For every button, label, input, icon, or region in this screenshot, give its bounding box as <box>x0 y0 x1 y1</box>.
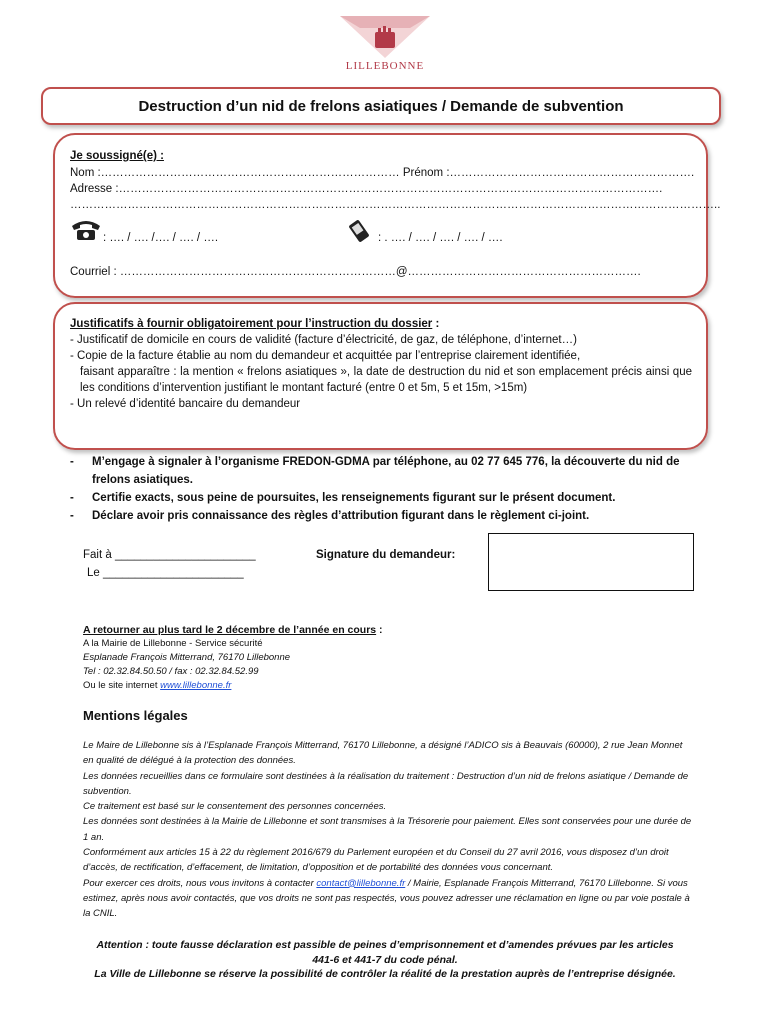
engagement-text: M’engage à signaler à l’organisme FREDON-GDMA par téléphone, au 02 77 645 776, la découverte du nid de frelons asiatiques. <box>92 456 680 486</box>
date-field[interactable]: Le ______________________ <box>87 567 244 579</box>
mentions-legales-text <box>83 738 693 922</box>
mentions-paragraph: Les données sont destinées à la Mairie de Lillebonne et sont transmises à la Trésorerie pour paiement. Elles sont conservées pour une durée de 1 an. <box>83 816 692 843</box>
engagement-text: Certifie exacts, sous peine de poursuites, les renseignements figurant sur le présent document. <box>92 492 616 504</box>
logo-wordmark: LILLEBONNE <box>345 60 425 72</box>
justificatif-item: - Un relevé d’identité bancaire du demandeur <box>70 398 301 410</box>
mentions-paragraph: Le Maire de Lillebonne sis à l’Esplanade François Mitterrand, 76170 Lillebonne, a désigné l’ADICO sis à Beauvais (60000), 2 rue Jean Monnet en qualité de délégué à la protection des données. <box>83 740 683 767</box>
website-link[interactable]: www.lillebonne.fr <box>160 680 232 691</box>
engagement-dash: - <box>70 510 74 522</box>
je-soussigne-label: Je soussigné(e) : <box>70 150 164 162</box>
signature-box[interactable] <box>488 533 694 591</box>
signature-label: Signature du demandeur: <box>316 549 456 561</box>
lillebonne-logo <box>330 8 440 78</box>
engagement-text: Déclare avoir pris connaissance des règles d’attribution figurant dans le règlement ci-joint. <box>92 510 590 522</box>
phone-field[interactable]: : …. / …. /…. / …. / …. <box>103 232 219 244</box>
justificatif-item: - Copie de la facture établie au nom du demandeur et acquittée par l’entreprise clairement identifiée, <box>70 350 581 362</box>
mentions-paragraph: Les données recueillies dans ce formulaire sont destinées à la réalisation du traitement : Destruction d’un nid de frelons asiatique / Demande de subvention. <box>83 770 689 797</box>
mentions-contact-suffix: / Mairie, Esplanade François Mitterrand, 76170 Lillebonne. Si vous estimez, après nous avoir contactés, que vos droits ne sont pas respectés, vous pouvez adresser une réclamation en ligne ou par voie postale à la CNIL. <box>83 877 690 920</box>
adresse-continuation-field[interactable]: …………………………………………………………………………………………………………………………………………………….. <box>70 199 721 211</box>
mentions-paragraph: Ce traitement est basé sur le consentement des personnes concernées. <box>83 801 387 813</box>
logo-emblem-icon <box>330 8 440 60</box>
attention-notice <box>90 938 680 982</box>
retour-section <box>83 623 683 693</box>
courriel-field[interactable]: Courriel : ………………………………………………………………@……………………………………………………. <box>70 266 641 278</box>
engagement-item <box>70 507 700 525</box>
mobile-phone-icon <box>346 220 372 242</box>
retour-phone-line: Tel : 02.32.84.50.50 / fax : 02.32.84.52.99 <box>83 666 259 677</box>
retour-website-prefix: Ou le site internet <box>83 680 161 691</box>
engagement-dash: - <box>70 456 74 468</box>
mentions-paragraph <box>83 876 693 922</box>
justificatif-item-continuation: faisant apparaître : la mention « frelons asiatiques », la date de destruction du nid et son emplacement précis ainsi que les conditions d’intervention justifiant le montant facturé (entre 0 et 5m, 5 et 15m, >15m) <box>80 366 692 394</box>
retour-address-line: A la Mairie de Lillebonne - Service sécurité <box>83 638 263 649</box>
mentions-contact-prefix: Pour exercer ces droits, nous vous invitons à contacter <box>83 877 317 889</box>
mobile-field[interactable]: : . …. / …. / …. / …. / …. <box>378 232 503 244</box>
attention-line: La Ville de Lillebonne se réserve la possibilité de contrôler la réalité de la prestation auprès de l’entreprise désignée. <box>94 968 676 980</box>
mentions-paragraph: Conformément aux articles 15 à 22 du règlement 2016/679 du Parlement européen et du Conseil du 27 avril 2016, vous disposez d’un droit d’accès, de rectification, d’effacement, de limitation, d’opposition et de portabilité des données vous concernant. <box>83 847 669 874</box>
engagements-list <box>70 453 700 525</box>
engagement-item <box>70 489 700 507</box>
justificatifs-heading-colon: : <box>432 318 440 330</box>
retour-heading: A retourner au plus tard le 2 décembre de l’année en cours <box>83 624 377 636</box>
fait-a-field[interactable]: Fait à ______________________ <box>83 549 256 561</box>
engagement-item <box>70 453 700 489</box>
adresse-field[interactable]: Adresse :……………………………………………………………………………………………………………………………. <box>70 183 663 195</box>
form-title-box <box>41 87 721 125</box>
engagement-dash: - <box>70 492 74 504</box>
retour-address-line: Esplanade François Mitterrand, 76170 Lillebonne <box>83 652 291 663</box>
justificatif-item: - Justificatif de domicile en cours de validité (facture d’électricité, de gaz, de téléphone, d’internet…) <box>70 334 577 346</box>
contact-email-link[interactable]: contact@lillebonne.fr <box>316 877 406 889</box>
mentions-legales-title: Mentions légales <box>83 708 188 723</box>
telephone-icon <box>70 218 102 242</box>
nom-prenom-field[interactable]: Nom :…………………………………………………………………… Prénom :………………………………………………………. <box>70 167 695 179</box>
attention-line: Attention : toute fausse déclaration est passible de peines d’emprisonnement et d’amendes prévues par les articles 441-6 et 441-7 du code pénal. <box>96 939 674 966</box>
retour-heading-colon: : <box>376 624 383 636</box>
justificatifs-heading: Justificatifs à fournir obligatoirement pour l’instruction du dossier <box>70 318 433 330</box>
form-title: Destruction d’un nid de frelons asiatiques / Demande de subvention <box>138 97 624 115</box>
justificatifs-section <box>70 316 692 412</box>
